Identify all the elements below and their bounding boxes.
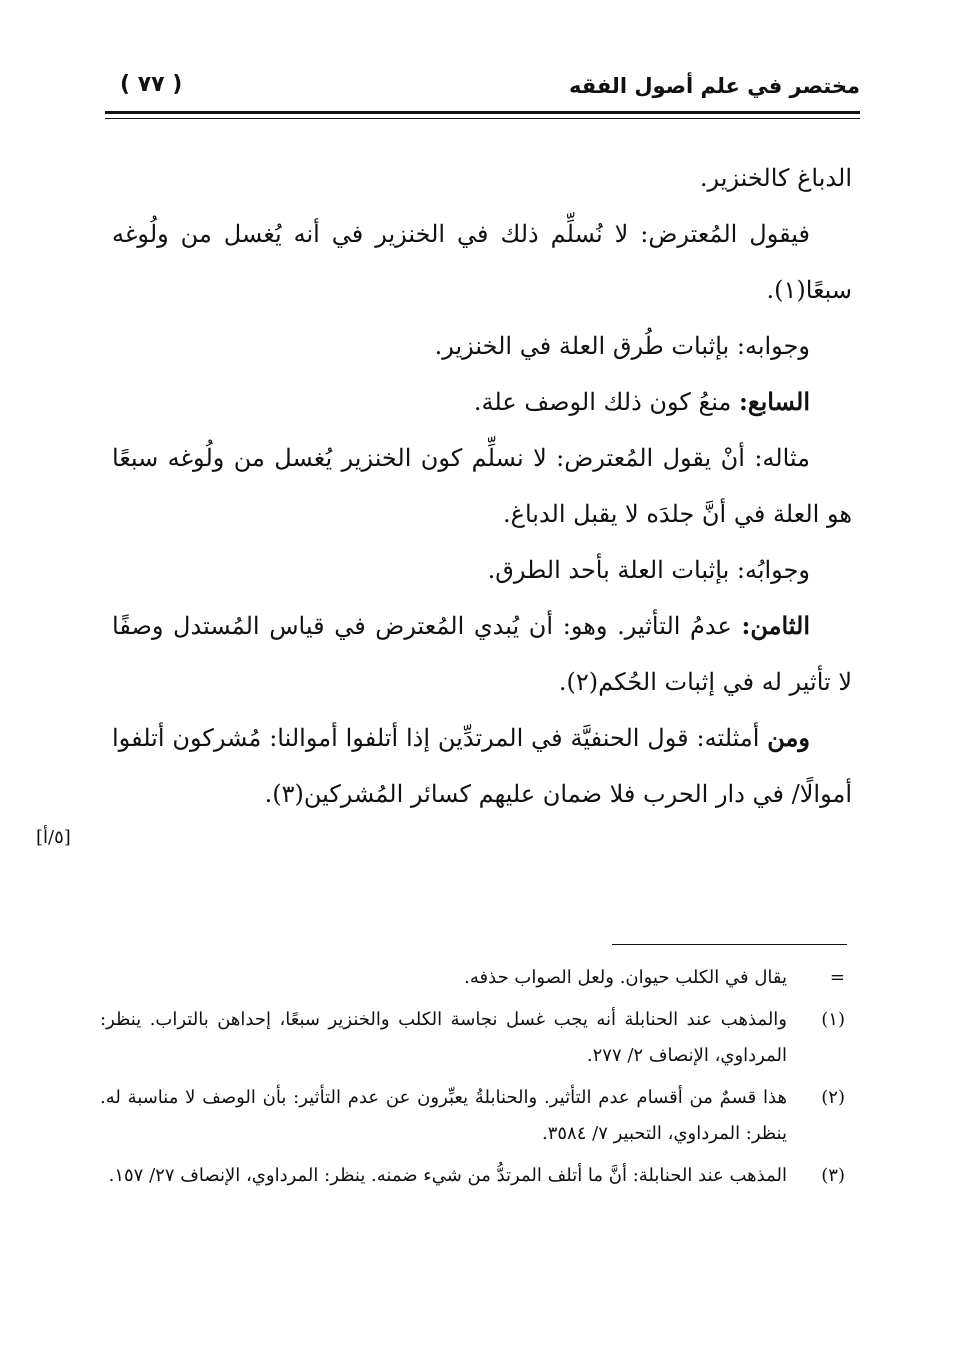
footnote-2	[100, 1080, 845, 1152]
paragraph-5: مثاله: أنْ يقول المُعترض: لا نسلِّم كون الخنزير يُغسل من ولُوغه سبعًا هو العلة في أنَّ جلدَه لا يقبل الدباغ.	[112, 444, 852, 528]
term-eighth: الثامن:	[741, 611, 811, 640]
footnote-text: المذهب عند الحنابلة: أنَّ ما أتلف المرتدُّ من شيء ضمنه. ينظر: المرداوي، الإنصاف ٢٧/ ١٥٧.	[108, 1165, 787, 1186]
paragraph-8-text: أمثلته: قول الحنفيَّة في المرتدِّين إذا أتلفوا أموالنا: مُشركون أتلفوا أموالًا/ في دار الحرب فلا ضمان عليهم كسائر المُشركين(٣).	[112, 724, 852, 808]
footnote-marker: =	[829, 967, 845, 988]
paragraph-1: الدباغ كالخنزير.	[699, 164, 852, 192]
paragraph-7	[112, 598, 852, 710]
footnotes	[100, 960, 845, 1200]
term-seventh: السابع:	[738, 387, 810, 416]
paragraph-2: فيقول المُعترض: لا نُسلِّم ذلك في الخنزير في أنه يُغسل من ولُوغه سبعًا(١).	[112, 220, 852, 304]
paragraph-4-text: منعُ كون ذلك الوصف علة.	[473, 388, 739, 416]
paragraph-7-text: عدمُ التأثير. وهو: أن يُبدي المُعترض في قياس المُستدل وصفًا لا تأثير له في إثبات الحُكم(٢).	[112, 612, 852, 696]
term-examples: ومن	[767, 723, 810, 752]
paragraph-4	[112, 374, 852, 430]
header-rule-thin	[105, 118, 860, 119]
footnote-text: يقال في الكلب حيوان. ولعل الصواب حذفه.	[464, 967, 787, 988]
paragraph-6: وجوابُه: بإثبات العلة بأحد الطرق.	[487, 556, 810, 584]
paragraph-3: وجوابه: بإثبات طُرق العلة في الخنزير.	[434, 332, 810, 360]
manuscript-folio-note: [٥/أ]	[36, 827, 71, 848]
footnote-text: والمذهب عند الحنابلة أنه يجب غسل نجاسة الكلب والخنزير سبعًا، إحداهن بالتراب. ينظر: المرداوي، الإنصاف ٢/ ٢٧٧.	[100, 1009, 787, 1066]
header-rule-thick	[105, 111, 860, 114]
footnote-marker: (٢)	[821, 1087, 845, 1108]
main-text	[112, 150, 852, 822]
footnote-1	[100, 1002, 845, 1074]
footnote-marker: (١)	[821, 1009, 845, 1030]
footnote-marker: (٣)	[821, 1165, 845, 1186]
paragraph-8	[112, 710, 852, 822]
footnote-separator	[612, 944, 847, 945]
running-title: مختصر في علم أصول الفقه	[568, 74, 860, 98]
footnote-continuation	[100, 960, 845, 996]
page-header	[105, 64, 860, 114]
footnote-text: هذا قسمٌ من أقسام عدم التأثير. والحنابلةُ يعبِّرون عن عدم التأثير: بأن الوصف لا مناسبة له. ينظر: المرداوي، التحبير ٧/ ٣٥٨٤.	[100, 1087, 787, 1144]
footnote-3	[100, 1158, 845, 1194]
page-number: ( ٧٧ )	[120, 72, 183, 97]
